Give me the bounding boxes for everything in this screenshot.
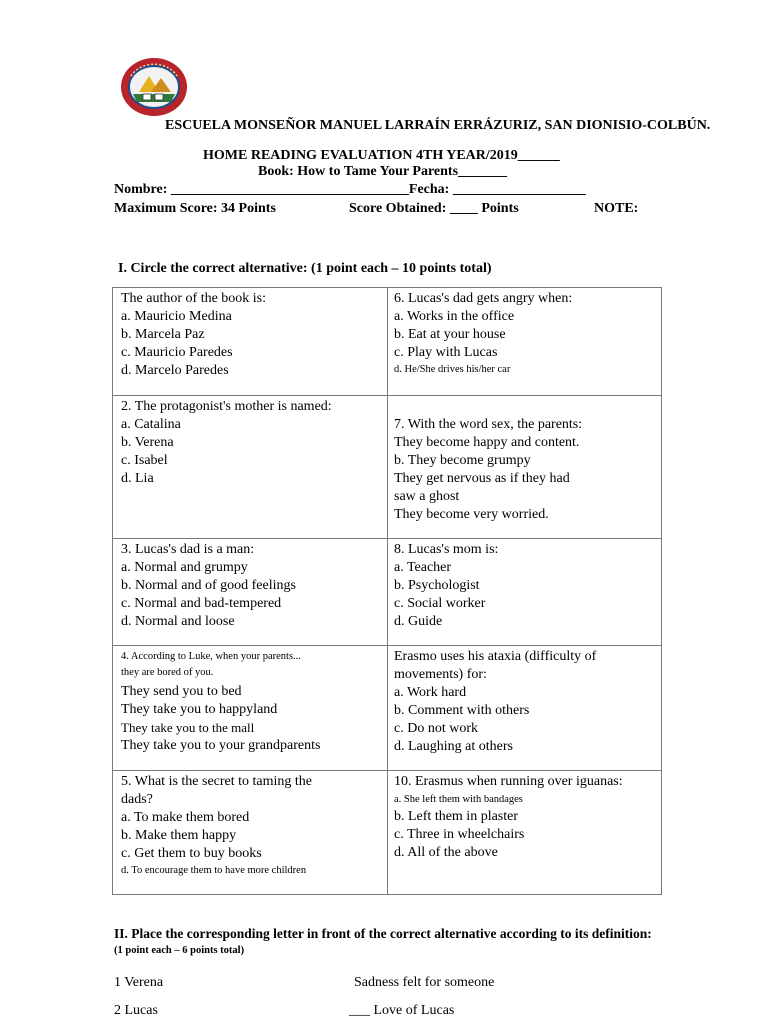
option: c. Social worker (394, 596, 486, 611)
option: c. Normal and bad-tempered (121, 596, 282, 611)
option: b. Comment with others (394, 703, 530, 718)
option: They take you to the mall (121, 720, 255, 735)
question-6 (388, 288, 662, 396)
question-prompt: 6. Lucas's dad gets angry when: (394, 291, 573, 306)
option: b. Normal and of good feelings (121, 578, 296, 593)
option: a. She left them with bandages (394, 794, 523, 805)
match-item-1: 1 Verena (114, 975, 164, 990)
note-label: NOTE: (594, 201, 639, 216)
question-4 (113, 646, 388, 771)
question-prompt: 8. Lucas's mom is: (394, 542, 499, 557)
section-2-title: II. Place the corresponding letter in front of the correct alternative according to its definition: (114, 926, 652, 941)
option: a. Catalina (121, 417, 181, 432)
match-item-2: 2 Lucas (114, 1003, 158, 1018)
match-definition-2: ___ Love of Lucas (349, 1003, 455, 1018)
option: b. Make them happy (121, 828, 237, 843)
match-definition-1: Sadness felt for someone (354, 975, 495, 990)
option: c. Mauricio Paredes (121, 345, 233, 360)
option: They send you to bed (121, 684, 242, 699)
max-score: Maximum Score: 34 Points (114, 201, 276, 216)
question-prompt: 10. Erasmus when running over iguanas: (394, 774, 623, 789)
question-7 (388, 396, 662, 539)
table-row (113, 396, 662, 539)
question-1 (113, 288, 388, 396)
option: c. Do not work (394, 721, 478, 736)
option: b. Psychologist (394, 578, 480, 593)
option: b. Eat at your house (394, 327, 506, 342)
table-row (113, 288, 662, 396)
name-date-line: Nombre: __________________________________Fecha: ___________________ (114, 182, 586, 197)
option: d. Normal and loose (121, 614, 235, 629)
question-8 (388, 539, 662, 646)
option: d. He/She drives his/her car (394, 364, 511, 375)
option: c. Get them to buy books (121, 846, 262, 861)
option: a. To make them bored (121, 810, 250, 825)
option: d. Guide (394, 614, 443, 629)
question-9 (388, 646, 662, 771)
table-row (113, 771, 662, 895)
question-prompt: 3. Lucas's dad is a man: (121, 542, 255, 557)
question-10 (388, 771, 662, 895)
section-1-title: I. Circle the correct alternative: (1 point each – 10 points total) (118, 261, 492, 276)
section-2-subtitle: (1 point each – 6 points total) (114, 945, 245, 956)
option: b. They become grumpy (394, 453, 531, 468)
question-5 (113, 771, 388, 895)
school-seal-logo (119, 56, 189, 118)
option: They take you to your grandparents (121, 738, 321, 753)
option: They become happy and content. (394, 435, 580, 450)
question-prompt: 5. What is the secret to taming the (121, 774, 313, 789)
option: b. Verena (121, 435, 174, 450)
score-obtained: Score Obtained: ____ Points (349, 201, 519, 216)
question-prompt: The author of the book is: (121, 291, 267, 306)
option: They take you to happyland (121, 702, 278, 717)
evaluation-title: HOME READING EVALUATION 4TH YEAR/2019______ (203, 148, 560, 163)
option: a. Mauricio Medina (121, 309, 232, 324)
question-prompt-continued: they are bored of you. (121, 667, 214, 678)
option: d. Laughing at others (394, 739, 513, 754)
option: b. Marcela Paz (121, 327, 205, 342)
option: d. Marcelo Paredes (121, 363, 229, 378)
option: d. All of the above (394, 845, 498, 860)
question-prompt: 2. The protagonist's mother is named: (121, 399, 332, 414)
question-prompt-continued: dads? (121, 792, 153, 807)
option: They get nervous as if they had (394, 471, 570, 486)
option: d. Lia (121, 471, 154, 486)
option: c. Three in wheelchairs (394, 827, 525, 842)
question-prompt: 7. With the word sex, the parents: (394, 417, 583, 432)
option: a. Normal and grumpy (121, 560, 248, 575)
option: a. Work hard (394, 685, 467, 700)
option: a. Works in the office (394, 309, 515, 324)
question-2 (113, 396, 388, 539)
table-row (113, 539, 662, 646)
option-continued: saw a ghost (394, 489, 460, 504)
option: c. Play with Lucas (394, 345, 498, 360)
question-prompt: Erasmo uses his ataxia (difficulty of (394, 649, 597, 664)
option: They become very worried. (394, 507, 549, 522)
option: a. Teacher (394, 560, 452, 575)
option: b. Left them in plaster (394, 809, 519, 824)
table-row (113, 646, 662, 771)
option: d. To encourage them to have more children (121, 865, 307, 876)
option: c. Isabel (121, 453, 168, 468)
question-prompt: 4. According to Luke, when your parents... (121, 651, 301, 662)
question-prompt-continued: movements) for: (394, 667, 487, 682)
questions-table (112, 287, 662, 895)
school-name: ESCUELA MONSEÑOR MANUEL LARRAÍN ERRÁZURIZ, SAN DIONISIO-COLBÚN. (165, 118, 711, 133)
question-3 (113, 539, 388, 646)
book-title: Book: How to Tame Your Parents_______ (258, 164, 508, 179)
